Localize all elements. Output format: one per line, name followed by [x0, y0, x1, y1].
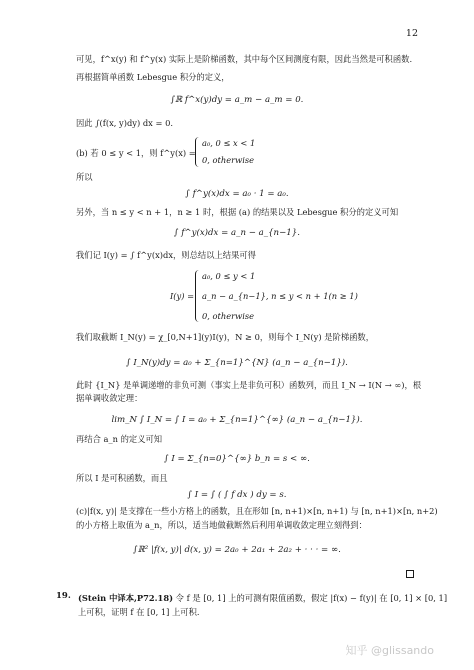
text-line: 此时 {I_N} 是单调递增的非负可测（事实上是非负可积）函数列，而且 I_N → I(N → ∞)，根	[76, 380, 422, 390]
equation: ∫ I = Σ_{n=0}^{∞} b_n = s < ∞.	[164, 454, 310, 464]
watermark: 知乎 @glissando	[345, 644, 434, 657]
equation-lhs: I(y) =	[170, 291, 195, 301]
case-line: a₀, 0 ≤ y < 1	[202, 271, 256, 281]
page-number: 12	[405, 28, 418, 39]
case-line: 0, otherwise	[202, 311, 255, 321]
equation: ∫ I_N(y)dy = a₀ + Σ_{n=1}^{N} (a_n − a_{n−1}).	[126, 358, 348, 368]
text-line: 可见，f^x(y) 和 f^y(x) 实际上是阶梯函数，其中每个区间测度有限，因此当然是可积函数.	[76, 54, 413, 64]
problem-text: 令 f 是 [0, 1] 上的可测有限值函数，假定 |f(x) − f(y)| 在 [0, 1] × [0, 1]	[175, 593, 448, 603]
equation: ∫ f^y(x)dx = a₀ · 1 = a₀.	[185, 189, 289, 199]
qed-square-icon	[406, 570, 414, 578]
text-line: 因此 ∫(f(x, y)dy) dx = 0.	[76, 118, 173, 128]
brace	[195, 270, 200, 322]
equation: ∫ℝ f^x(y)dy = a_m − a_m = 0.	[170, 95, 304, 105]
equation: ∫ℝ² |f(x, y)| d(x, y) = 2a₀ + 2a₁ + 2a₂ + · · · = ∞.	[133, 545, 341, 555]
equation: ∫ I = ∫ ( ∫ f dx ) dy = s.	[187, 490, 287, 500]
text-line: 我们记 I(y) = ∫ f^y(x)dx，则总结以上结果可得	[76, 250, 256, 260]
text-line: 所以	[76, 172, 93, 182]
case-line: a_n − a_{n−1}, n ≤ y < n + 1(n ≥ 1)	[202, 291, 358, 301]
text-line: (b) 若 0 ≤ y < 1，则 f^y(x) =	[76, 148, 196, 158]
text-line: 我们取截断 I_N(y) = χ_[0,N+1](y)I(y)，N ≥ 0，则每个 I_N(y) 是阶梯函数，	[76, 332, 375, 342]
equation: lim_N ∫ I_N = ∫ I = a₀ + Σ_{n=1}^{∞} (a_n − a_{n−1}).	[111, 415, 363, 425]
text-line: 据单调收敛定理：	[76, 393, 143, 403]
brace	[195, 137, 200, 167]
case-line: a₀, 0 ≤ x < 1	[202, 138, 256, 148]
text-line: 所以 I 是可积函数，而且	[76, 473, 168, 483]
text-line: 再结合 a_n 的定义可知	[76, 434, 163, 444]
text-line: 的小方格上取值为 a_n，所以，适当地做截断然后利用单调收敛定理立刻得到：	[76, 520, 367, 530]
problem-number: 19.	[56, 591, 71, 601]
piecewise-I	[170, 268, 400, 326]
text-line: 另外，当 n ≤ y < n + 1，n ≥ 1 时，根据 (a) 的结果以及 Lebesgue 积分的定义可知	[76, 207, 399, 217]
text-line: (c)|f(x, y)| 是支撑在一些小方格上的函数，且在形如 [n, n+1)×[n, n+1) 与 [n, n+1)×[n, n+2)	[76, 506, 438, 516]
problem-statement-line	[78, 592, 447, 604]
problem-source: (Stein 中译本,P72.18)	[78, 593, 174, 603]
text-line: 再根据简单函数 Lebesgue 积分的定义，	[76, 72, 230, 82]
piecewise-fy	[76, 135, 376, 171]
problem-text: 上可积，证明 f 在 [0, 1] 上可积.	[78, 607, 200, 617]
case-line: 0, otherwise	[202, 155, 255, 165]
equation: ∫ f^y(x)dx = a_n − a_{n−1}.	[174, 228, 300, 238]
